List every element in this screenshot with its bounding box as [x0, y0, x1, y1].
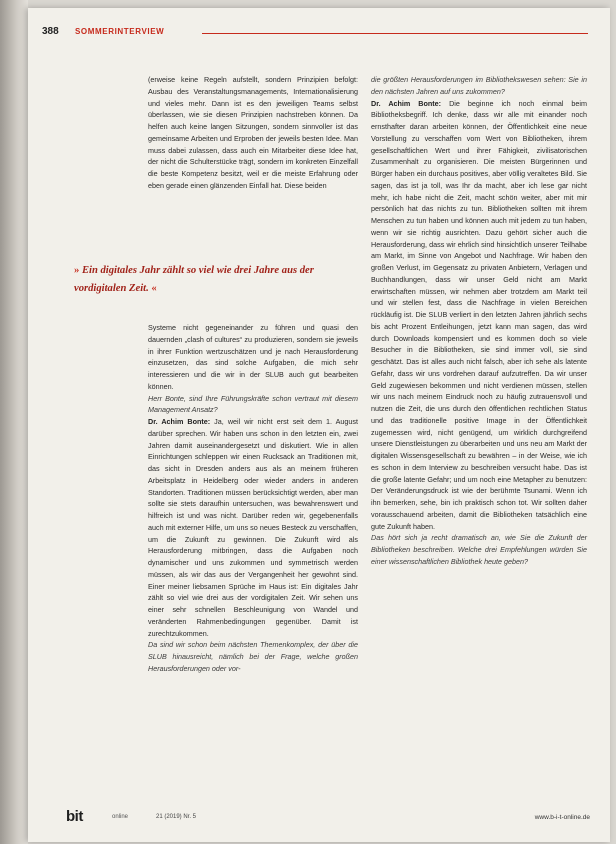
speaker-name: Dr. Achim Bonte: [148, 417, 211, 426]
column-left-top [148, 74, 358, 192]
answer-text: Ja, weil wir nicht erst seit dem 1. August darüber sprechen. Wir haben uns schon in den letzten ein, zwei Jahren damit auseinandergesetzt und diskutiert. Wie in allen Einrichtungen schleppen wir einen Rucksack an Traditionen mit, das sicht in Dresden anders aus als an meinem früheren Arbeitsplatz in Heidelberg oder wieder anders in anderen Standorten. Traditionen müssen berücksichtigt werden, aber man sollte sie stets daraufhin untersuchen, was bewahrenswert und hilfreich ist und was nicht. Darüber reden wir, gegebenenfalls auch mit externer Hilfe, um uns so neues Besteck zu verschaffen, um die Zukunft zu gewinnen. Die Zukunft wird als Herausforderung mitbringen, dass die Aufgaben noch dynamischer und uns zukommen und symmetrisch werden müssen, als wir das aus der Vergangenheit her gewohnt sind. Einer meiner liebsamen Sprüche im Haus ist: Ein digitales Jahr zählt so viel wie drei aus der vordigitalen Zeit. Wir sehen uns einer sehr schnellen Beschleunigung von Wandel und veränderten Rahmenbedingungen gegenüber. Damit ist zurechtzukommen. [148, 417, 358, 638]
issue-info: 21 (2019) Nr. 5 [156, 814, 197, 820]
logo-subtitle: online [112, 814, 129, 820]
book-spine-shadow [0, 0, 28, 844]
header-rule [202, 33, 588, 34]
interview-answer [148, 416, 358, 639]
interview-question: Da sind wir schon beim nächsten Themenkomplex, der über die SLUB hinausreicht, nämlich bei der Frage, welche großen Herausforderungen oder vor- [148, 640, 358, 673]
column-left-bottom [148, 322, 358, 675]
speaker-name: Dr. Achim Bonte: [371, 98, 442, 108]
page-number: 388 [42, 26, 59, 37]
section-label: SOMMERINTERVIEW [75, 27, 165, 36]
interview-question: Herr Bonte, sind Ihre Führungskräfte schon vertraut mit diesem Management Ansatz? [148, 393, 358, 415]
body-paragraph: (erweise keine Regeln aufstellt, sondern Prinzipien befolgt: Ausbau des Veranstaltungsmanagements, Internationalisierung und vieles mehr. Dann ist es den jeweiligen Teams selbst überlassen, wie sie diesen Prinzipien nachstreben können. Da helfen auch keine langen Sitzungen, sondern sinnvoller ist das gemeinsame Arbeiten und Erproben der jeweils besten Idee. Man muss dabei zulassen, dass auch ein Mitarbeiter diese Idee hat, der nicht die Schulterstücke trägt, sondern im konkreten Einzelfall die beste Kompetenz besitzt, weil er die meiste Erfahrung oder eben gerade einen glänzenden Einfall hat. Diese beiden [148, 75, 358, 190]
pullquote-close-mark: « [151, 283, 157, 294]
page-header [42, 26, 590, 42]
column-right [371, 74, 587, 568]
pull-quote [74, 262, 364, 298]
interview-question: die größten Herausforderungen im Bibliothekswesen sehen: Sie in den nächsten Jahren auf uns zukommen? [371, 75, 587, 96]
interview-question: Das hört sich ja recht dramatisch an, wie Sie die Zukunft der Bibliotheken beschreiben. Welche drei Empfehlungen würden Sie einer wissenschaftlichen Bibliothek heute geben? [371, 533, 587, 566]
answer-text: Die beginne ich noch einmal beim Bibliotheksbegriff. Ich denke, dass wir alle mit einander noch ernsthafter daran arbeiten können, der Öffentlichkeit eine neue Vorstellung zu verschaffen vom Wert von Bibliotheken, ihrem gesellschaftlichen Wert und ihrer Fähigkeit, zivilisatorischen Zusammenhalt zu organisieren. Die meisten Bürgerinnen und Bürger haben ein durchaus positives, aber völlig veraltetes Bild. Sie sagen, das ist ja toll, was Ihr da macht, aber ich lese gar nicht mehr, ich habe nicht die Zeit, macht schön weiter, aber mit mir persönlich hat das nichts zu tun. Bibliotheken sollten mit ihrem Menschen zu tun haben und können auch mit jedem zu tun haben, wenn wir sie richtig ausrichten. Dazu gehört sicher auch die Herausforderung, dass wir ehrlich sind hinsichtlich unserer Teilhabe am Markt, im Sinne von Angebot und Nachfrage. Wir haben den großen Verlust, im Gegensatz zu privaten Anbietern, Verlagen und Buchhandlungen, dass wir unser Geld nicht am Markt erwirtschaften müssen, wir nehmen aber trotzdem am Markt teil und wir stellen fest, dass die Nachfrage in vielen Bereichen rückläufig ist. Die SLUB verliert in den letzten Jahren jährlich sechs bis acht Prozent Entleihungen, jetzt kann man sagen, das wird durch Downloads kompensiert und es kommen doch so viele Besucher in die Bibliotheken, sie sind immer voll, sie sind geschätzt. Das ist alles auch nicht falsch, aber ich sehe als latente Gefahr, dass wir uns vordrehen darauf aufzutreffen. Da wir unser Geld zugewiesen bekommen und nicht verdienen müssen, stellen wir uns nach meinem Eindruck noch zu häufig zutrauensvoll und nutzen die Zeit, die uns durch den öffentlichen rechtlichen Status und das traditionelle positive Image in der Öffentlichkeit zugemessen wird, nicht genügend, um wirklich durchgreifend unsere Dienstleistungen zu überarbeiten und uns neu am Markt der digitalen Wissensgesellschaft zu bewähren – in der Weise, wie ich es schon in dem Interview zu beschreiben versucht habe. Das ist die große latente Gefahr; und um noch eine Metapher zu benutzen: Der Veränderungsdruck ist wie der berühmte Tsunami. Wenn ich ihn bemerken, sehe, bin ich praktisch schon tot. Wir sollten daher vorausschauend arbeiten, damit die Bibliotheken tatsächlich eine gute Zukunft haben. [371, 98, 587, 531]
pullquote-open-mark: » [74, 265, 80, 276]
pullquote-text: Ein digitales Jahr zählt so viel wie drei Jahre aus der vordigitalen Zeit. [74, 265, 314, 294]
body-paragraph: Systeme nicht gegeneinander zu führen und quasi den dauernden „clash of cultures“ zu produzieren, sondern sie jeweils in ihrer Funktion wertzuschätzen und je nach Herausforderung einzusetzen, das sind solche Aufgaben, die mich sehr interessieren und die wir in der SLUB auch gut bearbeiten können. [148, 323, 358, 391]
page-footer [66, 810, 590, 826]
magazine-logo: bit [66, 808, 83, 825]
interview-answer [371, 98, 587, 533]
website-url: www.b-i-t-online.de [534, 814, 590, 821]
